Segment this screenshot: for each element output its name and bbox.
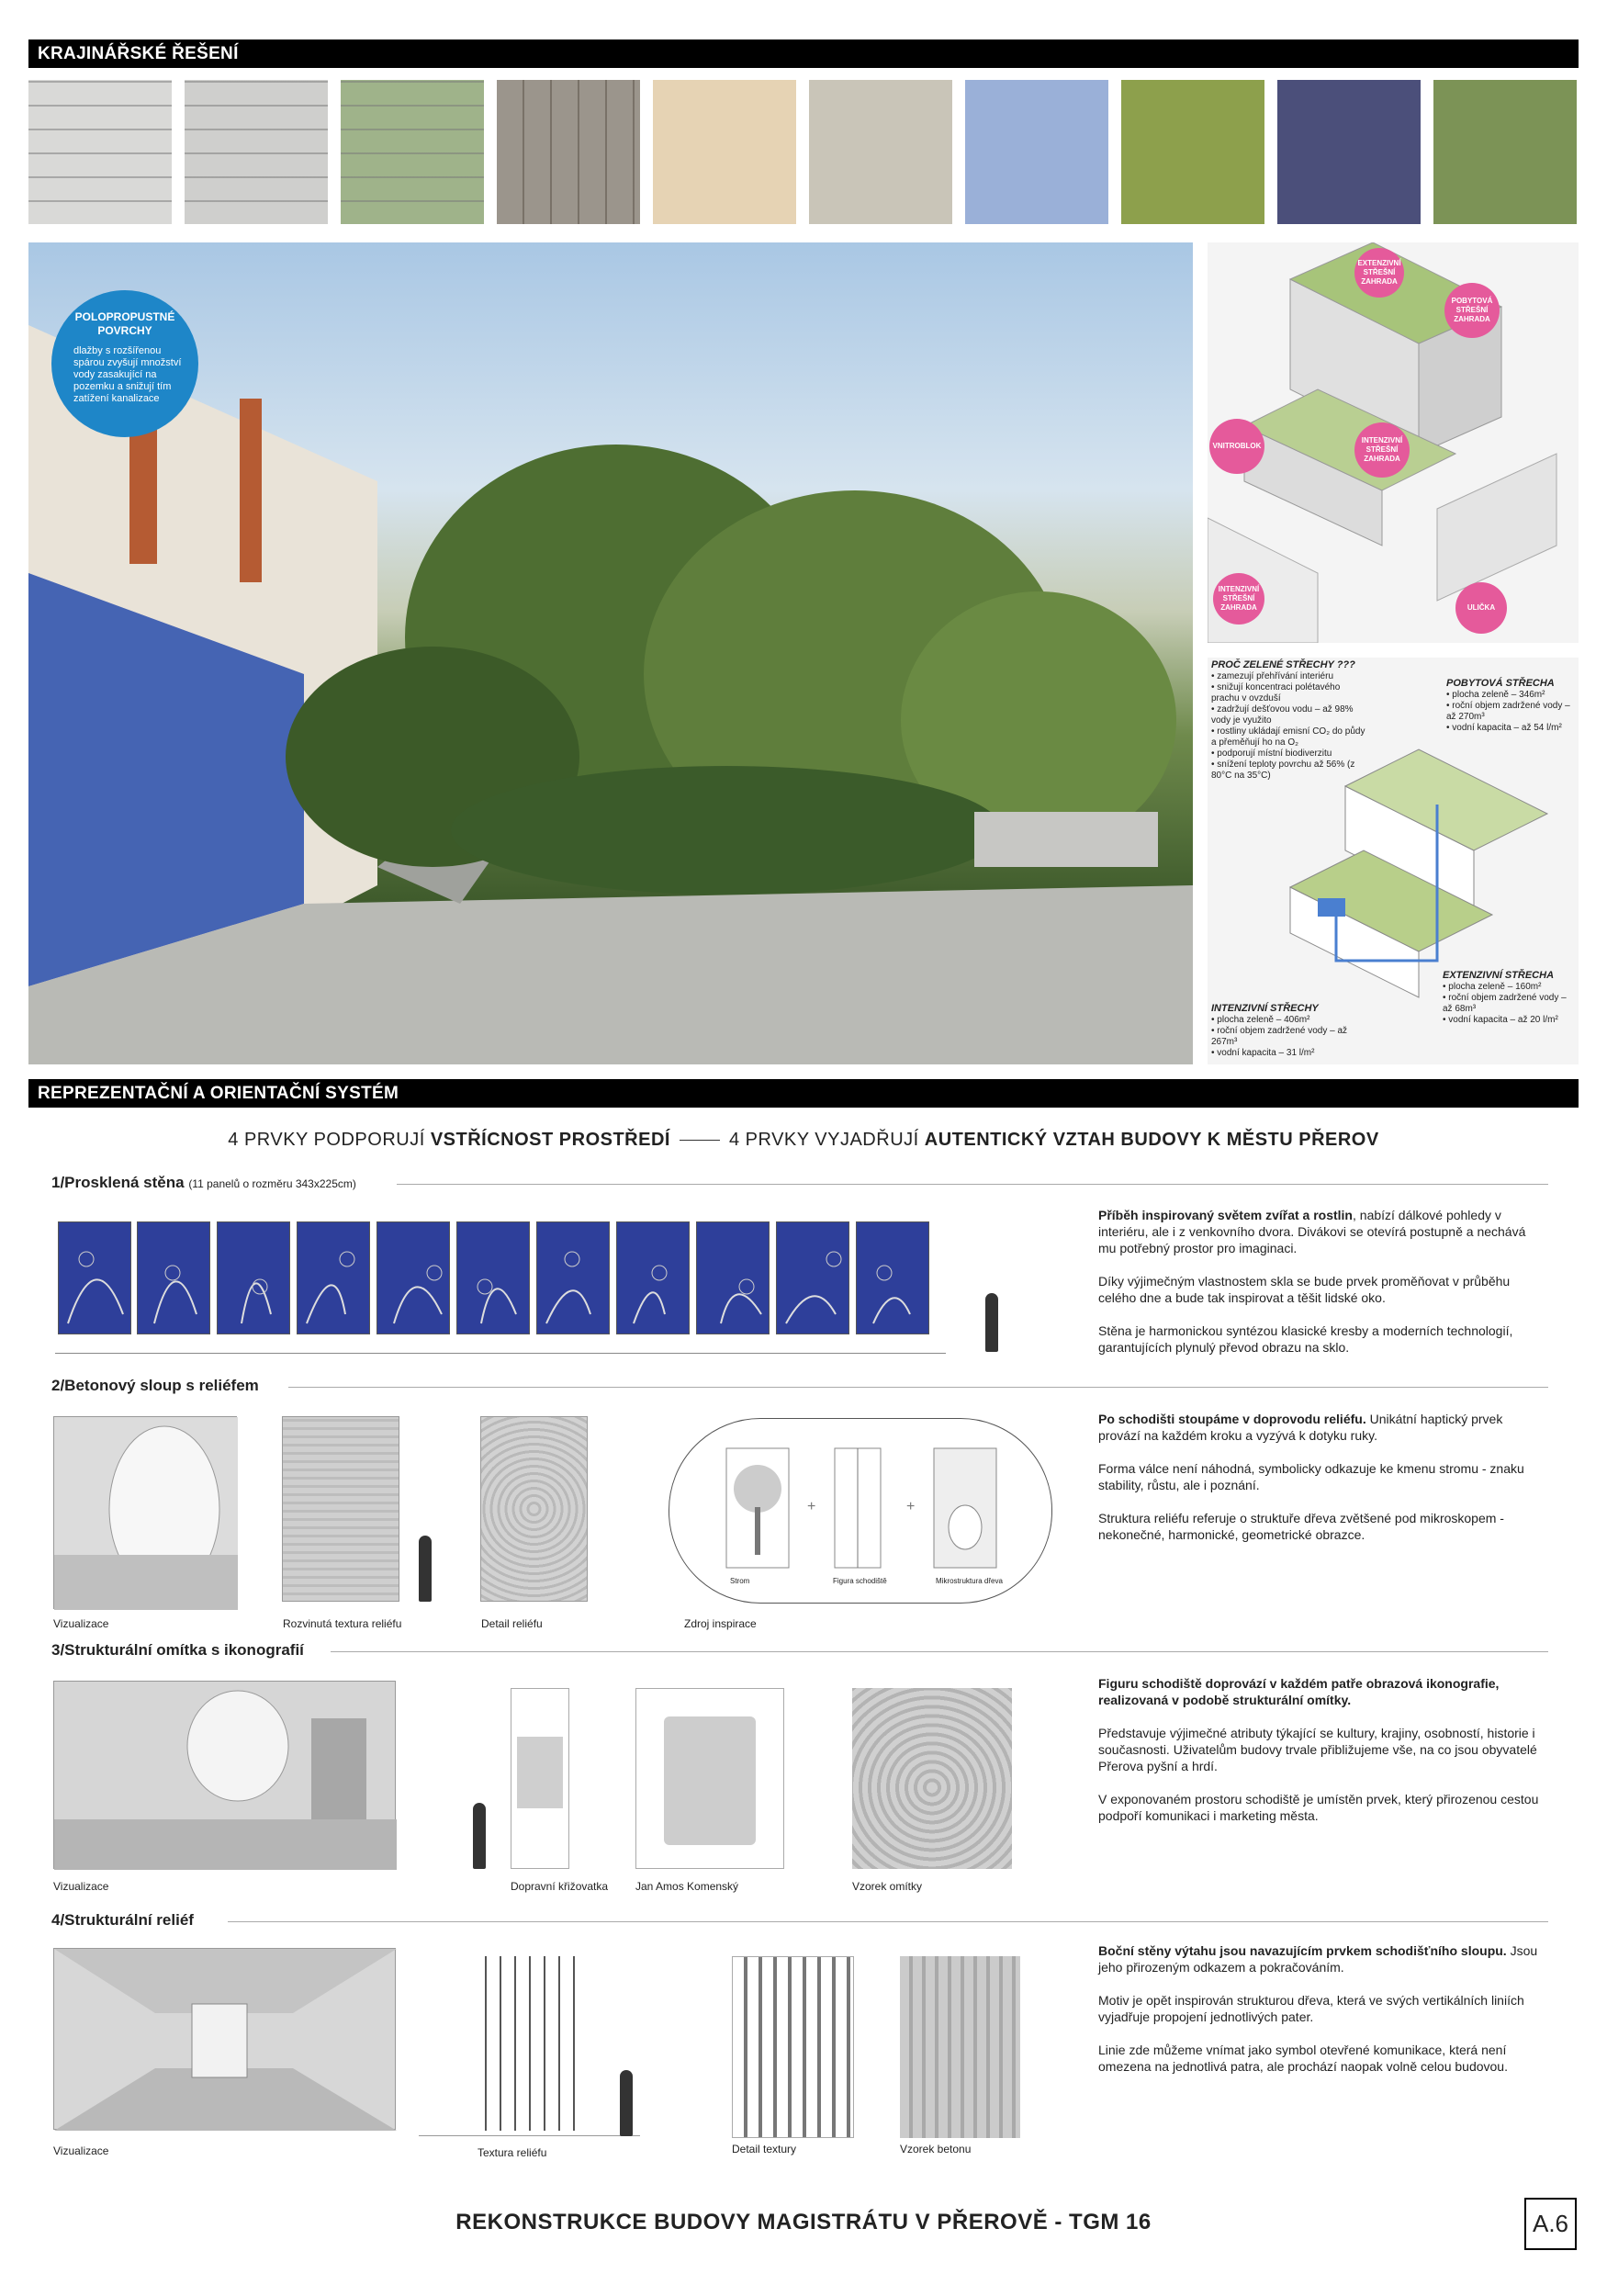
texture-detail xyxy=(732,1956,854,2138)
glass-panel xyxy=(616,1221,690,1334)
glass-panel xyxy=(856,1221,929,1334)
item1-rule xyxy=(397,1184,1548,1185)
page-number: A.6 xyxy=(1524,2198,1577,2250)
item3-description xyxy=(1098,1675,1539,1840)
staircase-drawing xyxy=(54,1417,238,1610)
glass-panel xyxy=(776,1221,849,1334)
why-green-roofs xyxy=(1211,659,1367,782)
item2-description xyxy=(1098,1411,1539,1559)
roof-fact-item: • vodní kapacita – 31 l/m² xyxy=(1211,1048,1315,1058)
person-silhouette xyxy=(985,1293,998,1352)
item1-note: (11 panelů o rozměru 343x225cm) xyxy=(188,1177,356,1190)
item4-p3: Linie zde můžeme vnímat jako symbol otevřené komunikace, která není omezena na jednotlivá patra, ale prochází naopak volně celou budovou. xyxy=(1098,2043,1508,2074)
item3-caption-komensky: Jan Amos Komenský xyxy=(635,1880,739,1893)
item4-caption-visualization: Vizualizace xyxy=(53,2144,109,2157)
svg-text:+: + xyxy=(906,1499,916,1514)
komensky-portrait xyxy=(664,1716,756,1845)
item3-caption-crossroads: Dopravní křižovatka xyxy=(511,1880,609,1893)
use-roof-title: POBYTOVÁ STŘECHA xyxy=(1446,678,1555,689)
label-int-roof-b: INTENZIVNÍ STŘEŠNÍ ZAHRADA xyxy=(1213,573,1264,625)
item1-p3: Stěna je harmonickou syntézou klasické kresby a moderních technologií, garantujících plynulý převod obrazu na sklo. xyxy=(1098,1323,1513,1355)
item3-visualization xyxy=(53,1681,396,1869)
item4-p1: Jsou jeho přirozeným odkazem a pokračováním. xyxy=(1098,1943,1538,1975)
item3-caption-plaster: Vzorek omítky xyxy=(852,1880,923,1893)
label-ext-green-roof: EXTENZIVNÍ STŘEŠNÍ ZAHRADA xyxy=(1354,248,1404,298)
white-blossom-tree-photo xyxy=(809,80,952,224)
roof-fact-item: • snižují koncentraci polétavého prachu v ovzduší xyxy=(1211,682,1341,703)
courtyard-visualization-drawing xyxy=(28,242,1193,1064)
subhead-right-a: 4 PRVKY VYJADŘUJÍ xyxy=(728,1130,925,1150)
item2-caption-inspiration: Zdroj inspirace xyxy=(684,1617,757,1630)
light-brick-texture xyxy=(28,80,172,224)
elevator-corridor-drawing xyxy=(54,1949,397,2131)
pink-blossom-photo xyxy=(965,80,1108,224)
item2-p2: Forma válce není náhodná, symbolicky odkazuje ke kmenu stromu - znaku stability, růstu, ale i poznání. xyxy=(1098,1461,1524,1492)
roof-fact-item: • rostliny ukládají emisní CO₂ do půdy a přeměňují ho na O₂ xyxy=(1211,726,1365,748)
roof-fact-item: • vodní kapacita – až 54 l/m² xyxy=(1446,723,1562,733)
glass-panel xyxy=(217,1221,290,1334)
roof-fact-item: • roční objem zadržené vody – až 270m³ xyxy=(1446,701,1570,722)
plaster-sample xyxy=(852,1688,1012,1869)
item2-visualization xyxy=(53,1416,237,1609)
insp-label-microstructure: Mikrostruktura dřeva xyxy=(936,1577,1003,1585)
label-use-roof: POBYTOVÁ STŘEŠNÍ ZAHRADA xyxy=(1444,283,1500,338)
project-title: REKONSTRUKCE BUDOVY MAGISTRÁTU V PŘEROVĚ - TGM 16 xyxy=(455,2210,1152,2234)
glass-panel xyxy=(137,1221,210,1334)
roof-fact-item: • zamezují přehřívání interiéru xyxy=(1211,671,1334,681)
glass-wall-ground-line xyxy=(55,1353,946,1354)
item4-description xyxy=(1098,1942,1539,2091)
roof-fact-item: • podporují místní biodiverzitu xyxy=(1211,748,1332,759)
roof-fact-item: • roční objem zadržené vody – až 68m³ xyxy=(1443,993,1567,1014)
concrete-sample xyxy=(900,1956,1020,2138)
insp-label-staircase: Figura schodiště xyxy=(833,1577,887,1585)
wood-plank-texture xyxy=(497,80,640,224)
item4-title: 4/Strukturální reliéf xyxy=(51,1911,194,1929)
item3-p1-bold: Figuru schodiště doprovází v každém patře obrazová ikonografie, realizovaná v podobě strukturální omítky. xyxy=(1098,1676,1500,1707)
label-street: ULIČKA xyxy=(1455,582,1507,634)
relief-detail xyxy=(480,1416,588,1602)
section-title-orientation: REPREZENTAČNÍ A ORIENTAČNÍ SYSTÉM xyxy=(28,1079,1579,1108)
meadow-flowers-photo xyxy=(1433,80,1577,224)
item3-title: 3/Strukturální omítka s ikonografií xyxy=(51,1641,304,1659)
item3-rule xyxy=(331,1651,1548,1652)
svg-text:+: + xyxy=(807,1499,816,1514)
ivy-brick-texture xyxy=(341,80,484,224)
green-roofs-panel xyxy=(1208,658,1579,1064)
item1-p1-bold: Příběh inspirovaný světem zvířat a rostlin xyxy=(1098,1208,1353,1222)
item2-rule xyxy=(288,1387,1548,1388)
item4-caption-detail: Detail textury xyxy=(732,2143,797,2155)
item1-title-text: 1/Prosklená stěna xyxy=(51,1174,185,1191)
permeable-title: POLOPROPUSTNÉ POVRCHY xyxy=(74,310,175,337)
grey-brick-texture xyxy=(185,80,328,224)
section-subheading xyxy=(0,1130,1607,1151)
relief-texture-unrolled xyxy=(282,1416,399,1602)
roof-fact-item: • vodní kapacita – až 20 l/m² xyxy=(1443,1015,1558,1025)
inspiration-frame xyxy=(669,1418,1052,1604)
item1-p2: Díky výjimečným vlastnostem skla se bude prvek proměňovat v průběhu celého dne a bude tak inspirovat a těšit lidské oko. xyxy=(1098,1274,1511,1305)
ext-roof-info xyxy=(1443,970,1577,1026)
glass-panel xyxy=(297,1221,370,1334)
permeable-text: dlažby s rozšířenou spárou zvyšují množství vody zasakující na pozemku a snižují tím zatížení kanalizace xyxy=(73,345,182,404)
item4-p1-bold: Boční stěny výtahu jsou navazujícím prvkem schodišťního sloupu. xyxy=(1098,1943,1507,1958)
roof-fact-item: • roční objem zadržené vody – až 267m³ xyxy=(1211,1026,1348,1047)
person-silhouette-3 xyxy=(473,1803,486,1869)
courtyard-visualization xyxy=(28,242,1193,1064)
item1-p1: , nabízí dálkové pohledy v interiéru, ale i z venkovního dvora. Divákovi se otevírá postupně a nechává mu potřebný prostor pro imaginaci. xyxy=(1098,1208,1526,1255)
permeable-surface-badge xyxy=(51,290,198,437)
roof-fact-item: • plocha zeleně – 346m² xyxy=(1446,690,1545,700)
komensky-panel xyxy=(635,1688,784,1869)
glass-panel xyxy=(58,1221,131,1334)
item2-p1: Unikátní haptický prvek provází na každém kroku a vyzývá k dotyku ruky. xyxy=(1098,1412,1503,1443)
item2-caption-texture: Rozvinutá textura reliéfu xyxy=(283,1617,402,1630)
person-silhouette-4 xyxy=(620,2070,633,2136)
label-inner-block: VNITROBLOK xyxy=(1209,419,1264,474)
glass-panel xyxy=(696,1221,770,1334)
glass-panel xyxy=(536,1221,610,1334)
int-roof-info xyxy=(1211,1003,1367,1059)
grass-planting-photo xyxy=(1121,80,1264,224)
glass-panel xyxy=(376,1221,450,1334)
relief-texture-drawing xyxy=(478,1956,580,2131)
insp-label-tree: Strom xyxy=(730,1577,750,1585)
item3-p3: V exponovaném prostoru schodiště je umístěn prvek, který přirozenou cestou podpoří komunikaci i marketing města. xyxy=(1098,1792,1539,1823)
roof-fact-item: • plocha zeleně – 160m² xyxy=(1443,982,1542,992)
item4-p2: Motiv je opět inspirován strukturou dřeva, která ve svých vertikálních liniích vyjadřuje propojení jednotlivých pater. xyxy=(1098,1993,1524,2024)
subhead-right-b: AUTENTICKÝ VZTAH BUDOVY K MĚSTU PŘEROV xyxy=(924,1130,1379,1150)
item2-caption-detail: Detail reliéfu xyxy=(481,1617,543,1630)
item1-description xyxy=(1098,1207,1539,1372)
axonometric-diagram xyxy=(1208,242,1579,643)
item4-visualization xyxy=(53,1948,396,2130)
item3-p2: Představuje výjimečné atributy týkající se kultury, krajiny, osobností, historie i současnosti. Uživatelům budovy trvale přibližujeme vše, na co jsou obyvatelé Přerova pyšní a hrdí. xyxy=(1098,1726,1537,1773)
use-roof-info xyxy=(1446,678,1575,734)
glass-panel xyxy=(456,1221,530,1334)
staircase-iconography-drawing xyxy=(54,1682,397,1870)
relief-texture-frame xyxy=(419,1956,640,2136)
purple-salvia-photo xyxy=(1277,80,1421,224)
traffic-crossroads-art xyxy=(517,1737,563,1808)
int-roof-title: INTENZIVNÍ STŘECHY xyxy=(1211,1003,1319,1014)
traffic-crossroads-panel xyxy=(511,1688,569,1869)
item4-caption-concrete: Vzorek betonu xyxy=(900,2143,972,2155)
subhead-left-a: 4 PRVKY PODPORUJÍ xyxy=(228,1130,431,1150)
item2-title: 2/Betonový sloup s reliéfem xyxy=(51,1377,259,1394)
item3-caption-visualization: Vizualizace xyxy=(53,1880,109,1893)
item2-p1-bold: Po schodišti stoupáme v doprovodu reliéfu. xyxy=(1098,1412,1366,1426)
item2-caption-visualization: Vizualizace xyxy=(53,1617,109,1630)
section-title-landscape: KRAJINÁŘSKÉ ŘEŠENÍ xyxy=(28,39,1579,68)
label-int-roof-a: INTENZIVNÍ STŘEŠNÍ ZAHRADA xyxy=(1354,422,1410,478)
item2-p3: Struktura reliéfu referuje o struktuře dřeva zvětšené pod mikroskopem - nekonečné, harmonické, geometrické obrazce. xyxy=(1098,1511,1504,1542)
item4-caption-texture: Textura reliéfu xyxy=(478,2146,547,2159)
person-silhouette-2 xyxy=(419,1536,432,1602)
why-title: PROČ ZELENÉ STŘECHY ??? xyxy=(1211,659,1355,670)
subhead-left-b: VSTŘÍCNOST PROSTŘEDÍ xyxy=(430,1130,670,1150)
item1-title xyxy=(51,1174,356,1192)
light-wood-concrete-texture xyxy=(653,80,796,224)
ext-roof-title: EXTENZIVNÍ STŘECHA xyxy=(1443,970,1555,981)
roof-fact-item: • plocha zeleně – 406m² xyxy=(1211,1015,1310,1025)
roof-fact-item: • snížení teploty povrchu až 56% (z 80°C na 35°C) xyxy=(1211,760,1355,781)
subhead-separator xyxy=(680,1140,720,1141)
roof-fact-item: • zadržují dešťovou vodu – až 98% vody je využito xyxy=(1211,704,1354,726)
item4-rule xyxy=(228,1921,1548,1922)
